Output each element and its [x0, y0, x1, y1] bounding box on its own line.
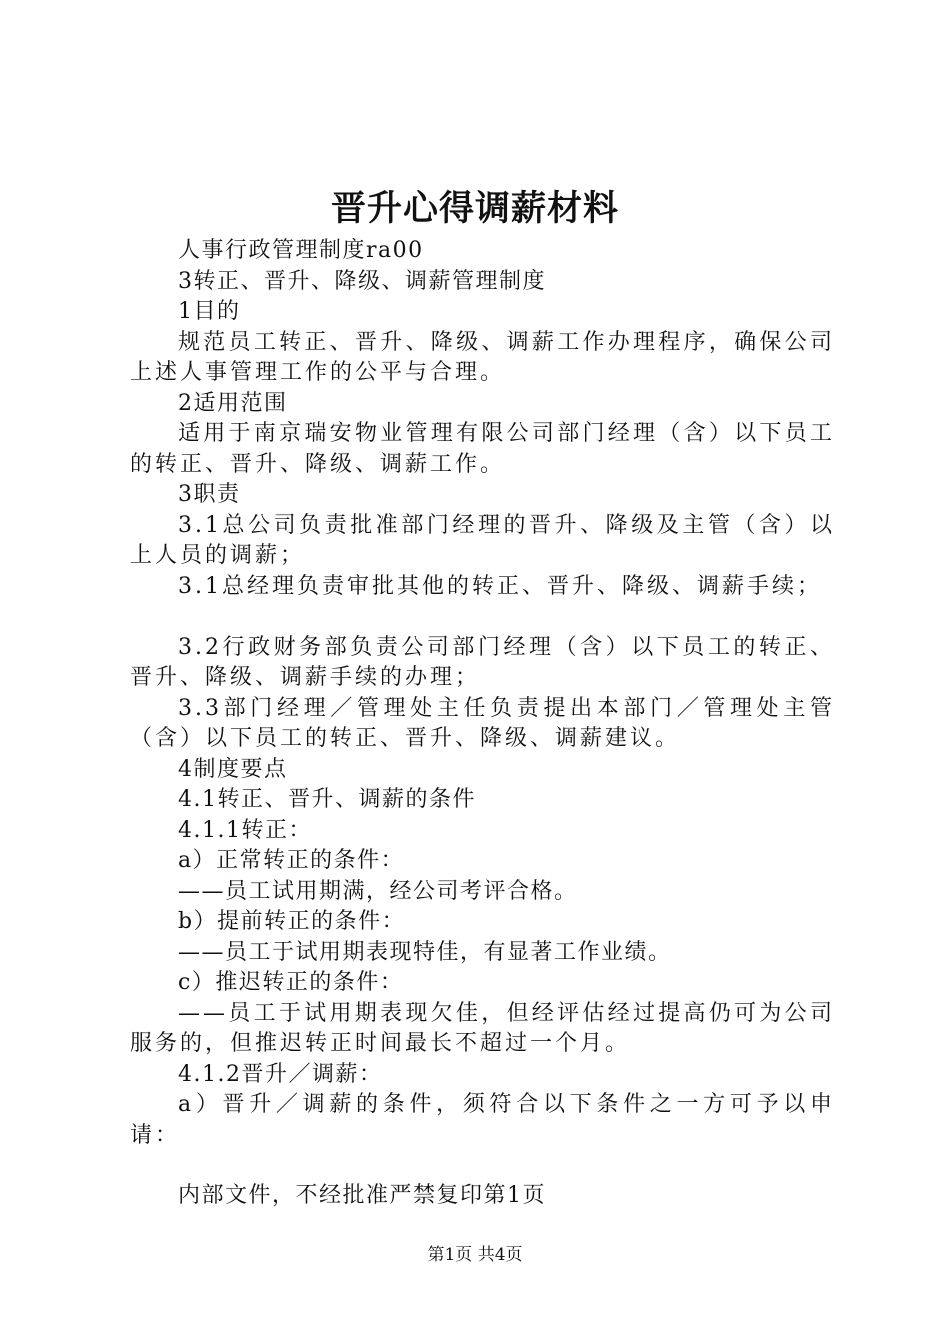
page-number-footer: 第1页 共4页 — [427, 1245, 523, 1265]
paragraph: 4制度要点 — [178, 756, 288, 782]
paragraph: a）正常转正的条件： — [178, 848, 405, 873]
paragraph: a）晋升／调薪的条件，须符合以下条件之一方可予以申请： — [130, 1092, 835, 1148]
page-title: 晋升心得调薪材料 — [330, 188, 619, 229]
paragraph: 3职责 — [178, 482, 241, 507]
paragraph: 人事行政管理制度ra00 — [178, 238, 424, 263]
paragraph: 4.1.2晋升／调薪： — [178, 1061, 383, 1087]
internal-file-notice: 内部文件，不经批准严禁复印第1页 — [178, 1183, 546, 1208]
paragraph: 2适用范围 — [178, 390, 288, 416]
paragraph: ——员工试用期满，经公司考评合格。 — [178, 878, 578, 904]
paragraph: ——员工于试用期表现特佳，有显著工作业绩。 — [178, 939, 672, 965]
paragraph: c）推迟转正的条件： — [178, 970, 404, 995]
paragraph: ——员工于试用期表现欠佳，但经评估经过提高仍可为公司服务的，但推迟转正时间最长不超过一个月。 — [130, 1000, 835, 1056]
paragraph: 3转正、晋升、降级、调薪管理制度 — [178, 268, 546, 294]
paragraph: 3.1总经理负责审批其他的转正、晋升、降级、调薪手续； — [178, 573, 822, 599]
paragraph: 3.3部门经理／管理处主任负责提出本部门／管理处主管（含）以下员工的转正、晋升、降级、调薪建议。 — [130, 695, 835, 751]
paragraph: 规范员工转正、晋升、降级、调薪工作办理程序，确保公司上述人事管理工作的公平与合理。 — [130, 329, 835, 385]
paragraph: 3.2行政财务部负责公司部门经理（含）以下员工的转正、晋升、降级、调薪手续的办理； — [130, 634, 835, 690]
paragraph: b）提前转正的条件： — [178, 909, 406, 934]
paragraph: 适用于南京瑞安物业管理有限公司部门经理（含）以下员工的转正、晋升、降级、调薪工作。 — [130, 421, 835, 477]
paragraph: 1目的 — [178, 299, 241, 324]
document-body — [130, 236, 835, 1212]
paragraph: 4.1转正、晋升、调薪的条件 — [178, 787, 476, 812]
paragraph: 3.1总公司负责批准部门经理的晋升、降级及主管（含）以上人员的调薪； — [130, 512, 835, 568]
paragraph: 4.1.1转正： — [178, 817, 312, 843]
